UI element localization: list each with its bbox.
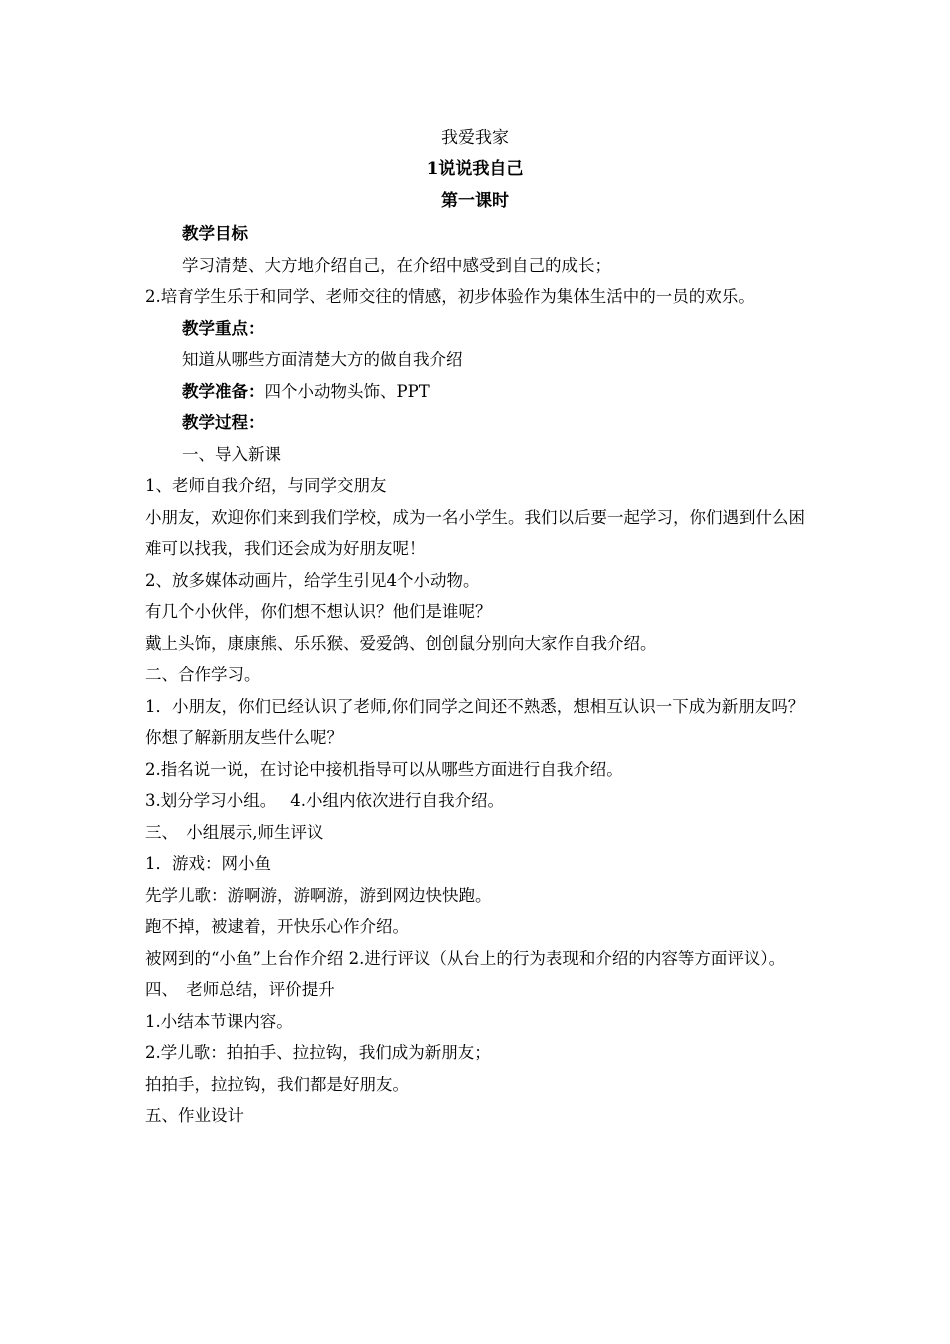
section-1-item-1: 1、老师自我介绍，与同学交朋友 (145, 476, 387, 495)
section-1-item-1-text: 小朋友，欢迎你们来到我们学校，成为一名小学生。我们以后要一起学习，你们遇到什么困难可以找我，我们还会成为好朋友呢！ (145, 507, 805, 558)
section-5-heading: 五、作业设计 (145, 1106, 244, 1125)
section-1-item-2-text-1: 有几个小伙伴，你们想不想认识？他们是谁呢？ (145, 602, 492, 621)
prep-heading: 教学准备： (182, 381, 265, 401)
section-3-text-2: 跑不掉，被逮着，开快乐心作介绍。 (145, 917, 409, 936)
section-3-text-1: 先学儿歌：游啊游，游啊游，游到网边快快跑。 (145, 885, 492, 905)
section-3-heading: 三、 小组展示,师生评议 (145, 822, 324, 842)
document-body (145, 218, 810, 1132)
section-2-item-2: 2.指名说一说，在讨论中接机指导可以从哪些方面进行自我介绍。 (145, 759, 623, 779)
section-2-item-3: 3.划分学习小组。 (145, 791, 277, 810)
process-heading: 教学过程： (182, 413, 265, 432)
period-title: 第一课时 (441, 191, 509, 211)
prep-text: 四个小动物头饰、PPT (264, 381, 430, 401)
goal-item-2: 2.培育学生乐于和同学、老师交往的情感，初步体验作为集体生活中的一员的欢乐。 (145, 287, 755, 306)
section-4-heading: 四、 老师总结，评价提升 (145, 980, 335, 999)
goal-heading: 教学目标 (182, 224, 248, 243)
section-3-item-1: 1．游戏：网小鱼 (145, 854, 271, 873)
goal-item-1: 学习清楚、大方地介绍自己，在介绍中感受到自己的成长； (182, 255, 611, 275)
section-4-item-1: 1.小结本节课内容。 (145, 1011, 293, 1031)
section-4-text-1: 拍拍手，拉拉钩，我们都是好朋友。 (145, 1074, 409, 1094)
unit-title: 我爱我家 (441, 128, 509, 148)
section-4-item-2: 2.学儿歌：拍拍手、拉拉钩，我们成为新朋友； (145, 1043, 491, 1062)
section-2-item-1: 1．小朋友，你们已经认识了老师,你们同学之间还不熟悉，想相互认识一下成为新朋友吗？你想了解新朋友些什么呢？ (145, 696, 805, 747)
key-heading: 教学重点： (182, 318, 265, 338)
section-2-item-4: 4.小组内依次进行自我介绍。 (290, 791, 504, 810)
section-1-item-2: 2、放多媒体动画片，给学生引见4个小动物。 (145, 570, 480, 590)
section-1-item-2-text-2: 戴上头饰，康康熊、乐乐猴、爱爱鸽、创创鼠分别向大家作自我介绍。 (145, 633, 657, 653)
section-2-heading: 二、合作学习。 (145, 665, 261, 684)
section-3-text-3: 被网到的“小鱼”上台作介绍 2.进行评议（从台上的行为表现和介绍的内容等方面评议）。 (145, 948, 786, 968)
lesson-title: 1说说我自己 (426, 159, 524, 179)
key-text: 知道从哪些方面清楚大方的做自我介绍 (182, 350, 463, 369)
section-1-heading: 一、导入新课 (182, 444, 281, 464)
section-2-items-3-4 (145, 785, 810, 817)
prep-line (145, 376, 810, 408)
